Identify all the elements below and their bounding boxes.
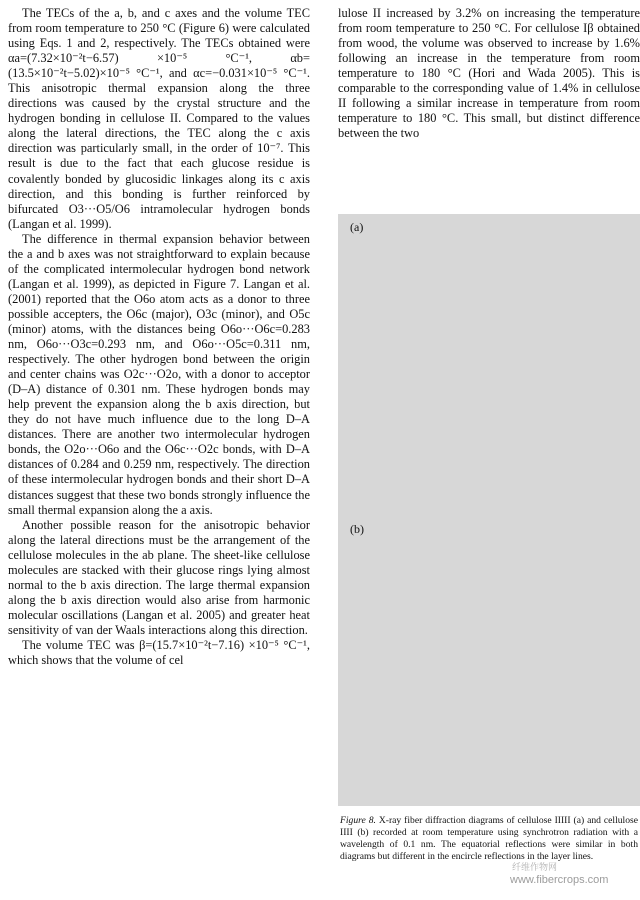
left-text-column: [8, 6, 310, 668]
watermark: www.fibercrops.com: [510, 874, 609, 886]
paragraph-volume-increase: lulose II increased by 3.2% on increasing the temperature from room temperature to 250 °C. For cellulose Iβ obtained from wood, the volume was observed to increase by 1.6% following an increase in the temperature from room temperature to 180 °C (Hori and Wada 2005). This is comparable to the corresponding value of 1.4% in cellulose II following a similar increase in temperature from room temperature to 180 °C. This small, but distinct difference between the two: [338, 6, 640, 141]
paragraph-thermal-expansion-difference: The difference in thermal expansion behavior between the a and b axes was not straightforward to explain because of the complicated intermolecular hydrogen bond network (Langan et al. 1999), as depicted in Figure 7. Langan et al. (2001) reported that the O6o atom acts as a donor to three possible accepters, the O6c (major), O3c (minor), and O5c (minor) atoms, with the distances being O6o···O6c=0.283 nm, O6o···O3c=0.293 nm, and O6o···O5c=0.311 nm, respectively. The other hydrogen bond between the origin and center chains was O2c···O2o, with a donor to acceptor (D–A) distance of 0.301 nm. These hydrogen bonds may help prevent the expansion along the b axis direction, but they do not have much influence due to the long D–A distances. There are another two intermolecular hydrogen bonds, the O2o···O6o and the O6c···O2c bonds, with D–A distances of 0.284 and 0.259 nm, respectively. The direction of these intermolecular hydrogen bonds and their short D–A distances suggest that these two bonds strongly influence the small thermal expansion along the a axis.: [8, 231, 310, 517]
right-text-column: [338, 6, 640, 141]
figure-caption-text: X-ray fiber diffraction diagrams of cellulose IIIII (a) and cellulose IIII (b) recorded at room temperature using synchrotron radiation with a wavelength of 0.1 nm. The equatorial reflections were similar in both diagrams but different in the encircle reflections in the layer lines.: [340, 815, 638, 862]
paragraph-tec-values: The TECs of the a, b, and c axes and the volume TEC from room temperature to 250 °C (Figure 6) were calculated using Eqs. 1 and 2, respectively. The TECs obtained were αa=(7.32×10⁻²t−6.57) ×10⁻⁵ °C⁻¹, αb=(13.5×10⁻²t−5.02)×10⁻⁵ °C⁻¹, and αc=−0.031×10⁻⁵ °C⁻¹. This anisotropic thermal expansion along the three directions was caused by the crystal structure and the hydrogen bonding in cellulose II. Compared to the values along the lateral directions, the TEC along the c axis direction was particularly small, in the order of 10⁻⁷. This result is due to the fact that each glucose residue is covalently bonded by glucosidic linkages along its c axis direction, and this bonding is further reinforced by bifurcated O3···O5/O6 intramolecular hydrogen bonds (Langan et al. 1999).: [8, 6, 310, 231]
figure-panel-b: [338, 516, 640, 806]
figure-panel-a: [338, 214, 640, 516]
panel-a-label: (a): [350, 220, 364, 234]
figure-caption-lead: Figure 8.: [340, 815, 376, 826]
panel-b-label: (b): [350, 522, 364, 536]
watermark-sub: 纤维作物网: [512, 863, 558, 873]
figure-caption: [340, 815, 638, 863]
paragraph-volume-tec: The volume TEC was β=(15.7×10⁻²t−7.16) ×10⁻⁵ °C⁻¹, which shows that the volume of cel: [8, 637, 310, 668]
paragraph-anisotropic-behavior: Another possible reason for the anisotropic behavior along the lateral directions must be the arrangement of the cellulose molecules in the ab plane. The sheet-like cellulose molecules are stacked with their glucose rings lying almost normal to the b axis direction. The large thermal expansion along the b axis direction would also arise from harmonic molecular oscillations (Langan et al. 2005) and greater heat sensitivity of van der Waals interactions along this direction.: [8, 517, 310, 637]
